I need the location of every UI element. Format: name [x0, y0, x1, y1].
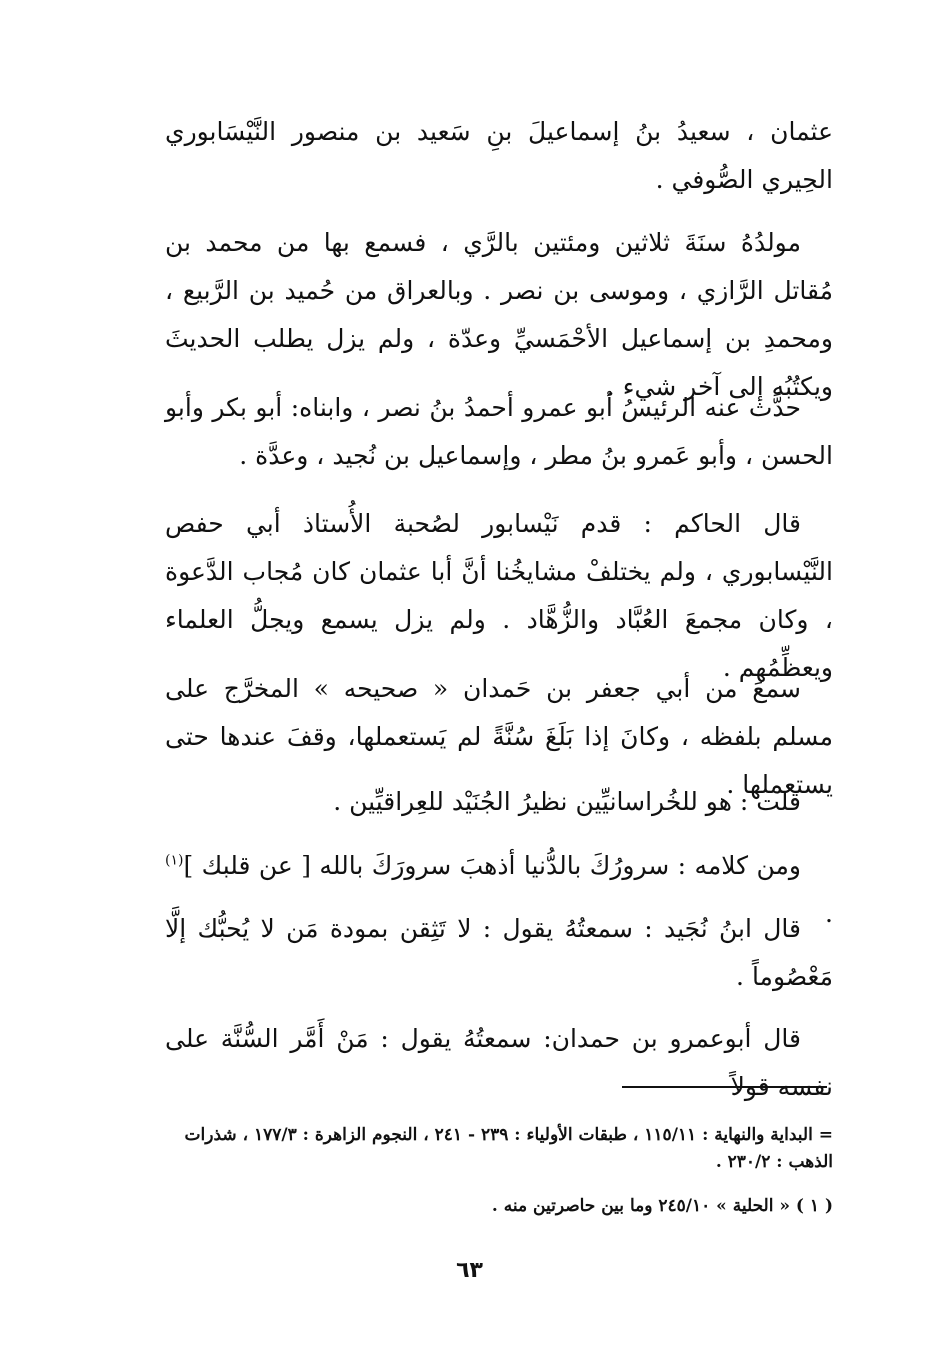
paragraph-8 [165, 905, 833, 1001]
paragraph-text: مولدُهُ سنَةَ ثلاثين ومئتين بالرَّي ، فسمع بها من محمد بن مُقاتل الرَّازي ، وموسى بن نصر . وبالعراق من حُميد بن الرَّبيع ، ومحمدِ بن إسماعيل الأحْمَسيِّ وعدّة ، ولم يزل يطلب الحديثَ ويكتُبُه إلى آخر شيء . [165, 228, 833, 401]
footnote-reference[interactable]: (١) [165, 852, 184, 869]
footnote-1: ( ١ ) « الحلية » ٢٤٥/١٠ وما بين حاصرتين منه . [491, 1196, 833, 1216]
paragraph-text: قلت : هو للخُراسانيِّين نظيرُ الجُنَيْد للعِراقيِّين . [333, 787, 801, 816]
paragraph-text: حدَّث عنه الرئيسُ أبو عمرو أحمدُ بنُ نصر ، وابناه: أبو بكر وأبو الحسن ، وأبو عَمرو بنُ مطر ، وإسماعيل بن نُجيد ، وعدَّة . [165, 393, 833, 470]
paragraph-3 [165, 384, 833, 480]
footnote-separator [622, 1086, 827, 1088]
paragraph-body: ومن كلامه : سرورُكَ بالدُّنيا أذهبَ سرورَكَ بالله [ عن قلبك ] [183, 851, 801, 880]
paragraph-end: . [825, 899, 833, 928]
paragraph-9 [165, 1015, 833, 1111]
paragraph-text: قال ابنُ نُجَيد : سمعتُهُ يقول : لا تَثِقن بمودة مَن لا يُحبُّك إلَّا مَعْصُوماً . [165, 914, 833, 991]
footnote-continued: = البداية والنهاية : ١١٥/١١ ، طبقات الأولياء : ٢٣٩ - ٢٤١ ، النجوم الزاهرة : ١٧٧/٣ ، شذرات الذهب : ٢٣٠/٢ . [184, 1125, 833, 1172]
paragraph-text: قال الحاكم : قدم نَيْسابور لصُحبة الأُستاذ أبي حفص النَّيْسابوري ، ولم يختلفْ مشايخُنا أنَّ أبا عثمان كان مُجاب الدَّعوة ، وكان مجمعَ العُبَّاد والزُّهَّاد . ولم يزل يسمع ويجلُّ العلماء ويعظِّمُهم . [165, 509, 833, 682]
paragraph-6 [165, 778, 833, 826]
paragraph-2 [165, 219, 833, 411]
page-number: ٦٣ [456, 1258, 483, 1283]
paragraph-1 [165, 108, 833, 204]
paragraph-4 [165, 500, 833, 692]
paragraph-text: عثمان ، سعيدُ بنُ إسماعيلَ بنِ سَعيد بن منصور النَّيْسَابوري الحِيري الصُّوفي . [165, 117, 833, 194]
paragraph-text: سمعَ من أبي جعفر بن حَمدان « صحيحه » المخرَّج على مسلم بلفظه ، وكانَ إذا بَلَغَ سُنَّةً لم يَستعملها، وقفَ عندها حتى يستعملها . [165, 674, 833, 799]
paragraph-text: قال أبوعمرو بن حمدان: سمعتُهُ يقول : مَنْ أَمَّر السُّنَّة على نفسه قولاً [165, 1024, 833, 1101]
